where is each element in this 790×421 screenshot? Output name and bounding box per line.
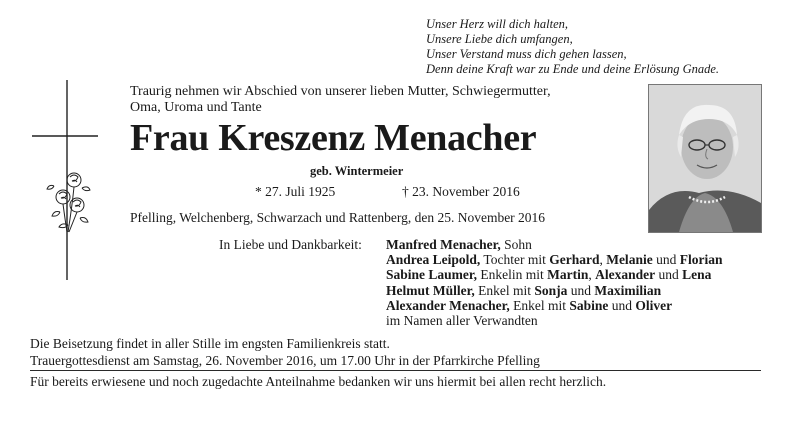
poem-line: Denn deine Kraft war zu Ende und deine Erlösung Gnade. [426, 62, 720, 76]
mourner-name: Helmut Müller, [386, 282, 475, 298]
mourner-name: Lena [682, 267, 712, 283]
maiden-name: geb. Wintermeier [310, 164, 404, 178]
deceased-name: Frau Kreszenz Menacher [130, 117, 537, 159]
mourner-name: Alexander Menacher, [386, 297, 510, 313]
birth-date: * 27. Juli 1925 [255, 184, 336, 199]
mourner-line [386, 283, 722, 298]
mourner-name: Melanie [606, 252, 653, 268]
portrait-photo [648, 84, 762, 233]
mourner-name: Sabine Laumer, [386, 267, 478, 283]
mourner-line [386, 252, 722, 267]
funeral-line: Trauergottesdienst am Samstag, 26. November 2016, um 17.00 Uhr in der Pfarrkirche Pfelling [30, 353, 540, 368]
divider [30, 370, 761, 371]
mourners-label: In Liebe und Dankbarkeit: [219, 237, 362, 252]
portrait-image [649, 85, 761, 232]
mourner-name: Maximilian [594, 282, 662, 298]
death-date: † 23. November 2016 [402, 184, 520, 199]
mourner-name: Sabine [569, 297, 609, 313]
mourner-name: Florian [679, 252, 723, 268]
mourner-relation: und [652, 252, 680, 268]
mourner-line [386, 237, 722, 252]
intro-line: Oma, Uroma und Tante [130, 100, 262, 115]
mourner-relation: , [588, 267, 596, 283]
mourner-line [386, 313, 722, 328]
mourner-relation: Enkelin mit [477, 267, 548, 283]
mourner-relation: , [599, 252, 607, 268]
mourner-name: Oliver [635, 297, 673, 313]
mourner-relation: Sohn [500, 237, 532, 252]
mourner-name: Alexander [595, 267, 656, 283]
poem [426, 17, 719, 77]
funeral-line: Die Beisetzung findet in aller Stille im engsten Familienkreis statt. [30, 336, 390, 351]
mourner-name: Andrea Leipold, [386, 252, 481, 268]
mourner-relation: und [655, 267, 683, 283]
poem-line: Unsere Liebe dich umfangen, [426, 32, 573, 46]
poem-line: Unser Verstand muss dich gehen lassen, [426, 47, 627, 61]
poem-line: Unser Herz will dich halten, [426, 17, 569, 31]
mourner-name: Martin [547, 267, 589, 283]
intro-line: Traurig nehmen wir Abschied von unserer lieben Mutter, Schwiegermutter, [130, 84, 551, 99]
mourner-name: Gerhard [549, 252, 600, 268]
place-and-date: Pfelling, Welchenberg, Schwarzach und Rattenberg, den 25. November 2016 [130, 210, 546, 225]
mourner-relation: Tochter mit [480, 252, 550, 268]
mourner-name: Manfred Menacher, [386, 237, 501, 252]
thanks-text: Für bereits erwiesene und noch zugedachte Anteilnahme bedanken wir uns hiermit bei allen recht herzlich. [30, 374, 607, 389]
mourner-relation: Enkel mit [509, 297, 570, 313]
mourner-relation: und [608, 297, 636, 313]
mourners-list [386, 237, 722, 328]
mourner-line [386, 298, 722, 313]
mourner-relation: Enkel mit [474, 282, 535, 298]
intro-text [130, 84, 551, 116]
mourner-line [386, 267, 722, 282]
mourner-relation: im Namen aller Verwandten [386, 313, 538, 329]
mourner-name: Sonja [534, 282, 568, 298]
mourner-relation: und [567, 282, 595, 298]
funeral-info [30, 335, 540, 369]
cross-with-roses-icon [30, 80, 100, 300]
